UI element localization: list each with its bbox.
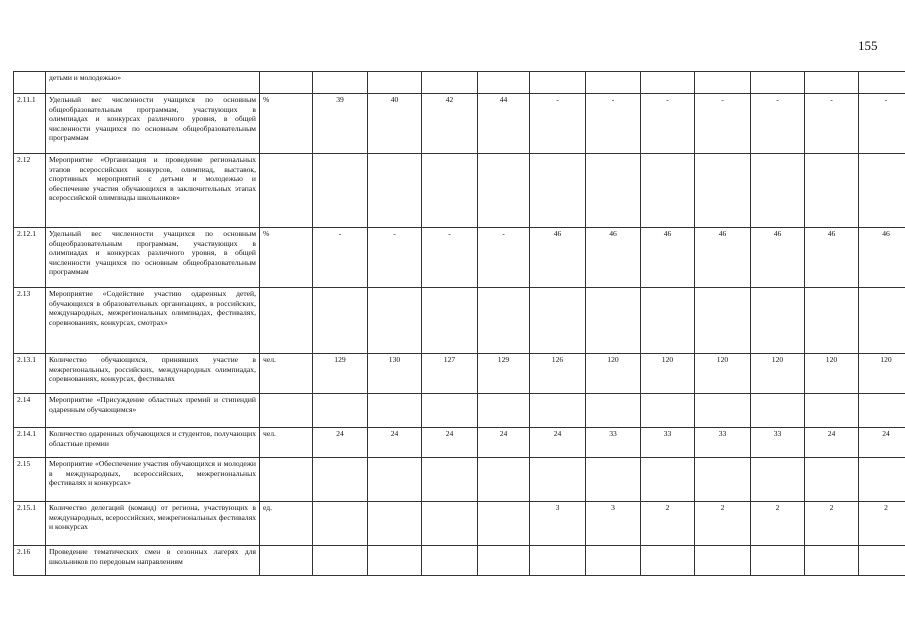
unit-cell [260, 72, 313, 94]
value-cell [478, 154, 530, 228]
indicator-name: Мероприятие «Организация и проведение региональных этапов всероссийских конкурсов, олимпиад, выставок, спортивных мероприятий с детьми и молодежью и обеспечение участия обучающихся в заключительных этапах всероссийской олимпиады школьников» [46, 154, 260, 228]
unit-cell: чел. [260, 428, 313, 458]
indicator-name: Количество обучающихся, принявших участие в межрегиональных, российских, международных олимпиадах, соревнованиях, конкурсах, фестивалях [46, 354, 260, 394]
value-cell [313, 546, 368, 576]
value-cell [422, 72, 478, 94]
value-cell: - [751, 94, 805, 154]
value-cell [805, 154, 859, 228]
value-cell: 24 [530, 428, 586, 458]
value-cell [478, 394, 530, 428]
value-cell: 120 [586, 354, 641, 394]
value-cell [586, 154, 641, 228]
value-cell: 33 [641, 428, 695, 458]
value-cell [805, 458, 859, 502]
value-cell: 24 [368, 428, 422, 458]
value-cell [751, 394, 805, 428]
value-cell [805, 288, 859, 354]
value-cell [368, 154, 422, 228]
value-cell [313, 288, 368, 354]
row-number: 2.13 [14, 288, 46, 354]
value-cell: 24 [422, 428, 478, 458]
value-cell: 33 [695, 428, 751, 458]
value-cell: 46 [751, 228, 805, 288]
value-cell [805, 546, 859, 576]
indicator-name: Мероприятие «Обеспечение участия обучающихся и молодежи в международных, всероссийских, межрегиональных фестивалях и конкурсах» [46, 458, 260, 502]
indicator-name: Мероприятие «Содействие участию одаренных детей, обучающихся в образовательных организациях, в российских, международных, межрегиональных олимпиадах, фестивалях, соревнованиях, конкурсах, смотрах» [46, 288, 260, 354]
value-cell: 2 [805, 502, 859, 546]
table-row [14, 94, 905, 154]
value-cell [641, 154, 695, 228]
indicator-name: детьми и молодежью» [46, 72, 260, 94]
value-cell [530, 394, 586, 428]
value-cell: 120 [641, 354, 695, 394]
value-cell [422, 502, 478, 546]
value-cell [751, 546, 805, 576]
table-row [14, 72, 905, 94]
value-cell [586, 288, 641, 354]
row-number: 2.13.1 [14, 354, 46, 394]
unit-cell [260, 154, 313, 228]
value-cell [422, 458, 478, 502]
value-cell: - [530, 94, 586, 154]
value-cell [530, 154, 586, 228]
value-cell [695, 546, 751, 576]
value-cell: 24 [313, 428, 368, 458]
table-row [14, 354, 905, 394]
value-cell [751, 458, 805, 502]
value-cell: 129 [313, 354, 368, 394]
value-cell: 120 [805, 354, 859, 394]
row-number: 2.15.1 [14, 502, 46, 546]
value-cell: - [368, 228, 422, 288]
value-cell [422, 546, 478, 576]
value-cell: 2 [751, 502, 805, 546]
value-cell [368, 288, 422, 354]
value-cell [751, 72, 805, 94]
value-cell: 2 [695, 502, 751, 546]
value-cell: - [313, 228, 368, 288]
unit-cell [260, 288, 313, 354]
table-row [14, 546, 905, 576]
value-cell [530, 288, 586, 354]
value-cell [859, 394, 905, 428]
value-cell: - [478, 228, 530, 288]
value-cell [751, 288, 805, 354]
value-cell: 40 [368, 94, 422, 154]
value-cell [751, 154, 805, 228]
value-cell [530, 458, 586, 502]
indicator-name: Количество делегаций (команд) от региона, участвующих в международных, всероссийских, межрегиональных фестивалях и конкурсах [46, 502, 260, 546]
value-cell [695, 394, 751, 428]
value-cell [859, 154, 905, 228]
value-cell: 24 [478, 428, 530, 458]
value-cell [695, 154, 751, 228]
value-cell [586, 394, 641, 428]
unit-cell [260, 546, 313, 576]
indicator-name: Удельный вес численности учащихся по основным общеобразовательным программам, участвующих в олимпиадах и конкурсах различного уровня, в общей численности учащихся по основным общеобразовательным программам [46, 94, 260, 154]
value-cell [586, 72, 641, 94]
value-cell [641, 288, 695, 354]
indicator-name: Количество одаренных обучающихся и студентов, получающих областные премии [46, 428, 260, 458]
value-cell: 3 [530, 502, 586, 546]
page-number: 155 [858, 38, 878, 53]
indicator-name: Удельный вес численности учащихся по основным общеобразовательным программам, участвующих в олимпиадах и конкурсах различного уровня, в общей численности учащихся по основным общеобразовательным программам [46, 228, 260, 288]
value-cell [368, 72, 422, 94]
row-number: 2.11.1 [14, 94, 46, 154]
indicator-table [13, 71, 905, 576]
unit-cell: % [260, 228, 313, 288]
value-cell [530, 72, 586, 94]
value-cell: 46 [805, 228, 859, 288]
value-cell: 129 [478, 354, 530, 394]
value-cell [586, 458, 641, 502]
value-cell: 44 [478, 94, 530, 154]
value-cell: 130 [368, 354, 422, 394]
value-cell [313, 394, 368, 428]
row-number: 2.14.1 [14, 428, 46, 458]
unit-cell: ед. [260, 502, 313, 546]
value-cell [859, 546, 905, 576]
value-cell [478, 546, 530, 576]
value-cell: - [859, 94, 905, 154]
value-cell: 33 [751, 428, 805, 458]
value-cell: 42 [422, 94, 478, 154]
unit-cell: % [260, 94, 313, 154]
value-cell [641, 394, 695, 428]
table-row [14, 458, 905, 502]
unit-cell: чел. [260, 354, 313, 394]
table-row [14, 502, 905, 546]
value-cell: 24 [805, 428, 859, 458]
table-row [14, 228, 905, 288]
indicator-name: Мероприятие «Присуждение областных премий и стипендий одаренным обучающимся» [46, 394, 260, 428]
value-cell: 46 [586, 228, 641, 288]
value-cell [478, 288, 530, 354]
value-cell [859, 288, 905, 354]
value-cell [478, 72, 530, 94]
value-cell: 46 [641, 228, 695, 288]
value-cell: - [422, 228, 478, 288]
value-cell: - [695, 94, 751, 154]
value-cell: 33 [586, 428, 641, 458]
value-cell [478, 502, 530, 546]
value-cell: 127 [422, 354, 478, 394]
value-cell: 46 [530, 228, 586, 288]
table-row [14, 288, 905, 354]
row-number: 2.12.1 [14, 228, 46, 288]
value-cell: 39 [313, 94, 368, 154]
value-cell [805, 394, 859, 428]
table-row [14, 154, 905, 228]
value-cell [368, 502, 422, 546]
value-cell [368, 546, 422, 576]
value-cell [695, 72, 751, 94]
value-cell [313, 154, 368, 228]
value-cell [586, 546, 641, 576]
value-cell: - [805, 94, 859, 154]
value-cell [422, 288, 478, 354]
value-cell [695, 458, 751, 502]
value-cell: 46 [695, 228, 751, 288]
value-cell: 46 [859, 228, 905, 288]
value-cell: - [586, 94, 641, 154]
value-cell [641, 72, 695, 94]
value-cell: 3 [586, 502, 641, 546]
value-cell: - [641, 94, 695, 154]
value-cell [478, 458, 530, 502]
value-cell: 120 [695, 354, 751, 394]
row-number: 2.15 [14, 458, 46, 502]
value-cell: 120 [859, 354, 905, 394]
value-cell [530, 546, 586, 576]
value-cell [422, 394, 478, 428]
value-cell [859, 458, 905, 502]
table-row [14, 428, 905, 458]
value-cell: 24 [859, 428, 905, 458]
unit-cell [260, 458, 313, 502]
value-cell [313, 72, 368, 94]
row-number: 2.14 [14, 394, 46, 428]
value-cell [368, 458, 422, 502]
value-cell [695, 288, 751, 354]
value-cell [313, 502, 368, 546]
value-cell: 2 [859, 502, 905, 546]
row-number: 2.16 [14, 546, 46, 576]
table-row [14, 394, 905, 428]
value-cell [641, 546, 695, 576]
value-cell [859, 72, 905, 94]
value-cell: 126 [530, 354, 586, 394]
unit-cell [260, 394, 313, 428]
value-cell [641, 458, 695, 502]
value-cell [368, 394, 422, 428]
value-cell: 2 [641, 502, 695, 546]
value-cell [422, 154, 478, 228]
row-number: 2.12 [14, 154, 46, 228]
row-number [14, 72, 46, 94]
indicator-name: Проведение тематических смен в сезонных лагерях для школьников по передовым направлениям [46, 546, 260, 576]
value-cell: 120 [751, 354, 805, 394]
value-cell [313, 458, 368, 502]
value-cell [805, 72, 859, 94]
